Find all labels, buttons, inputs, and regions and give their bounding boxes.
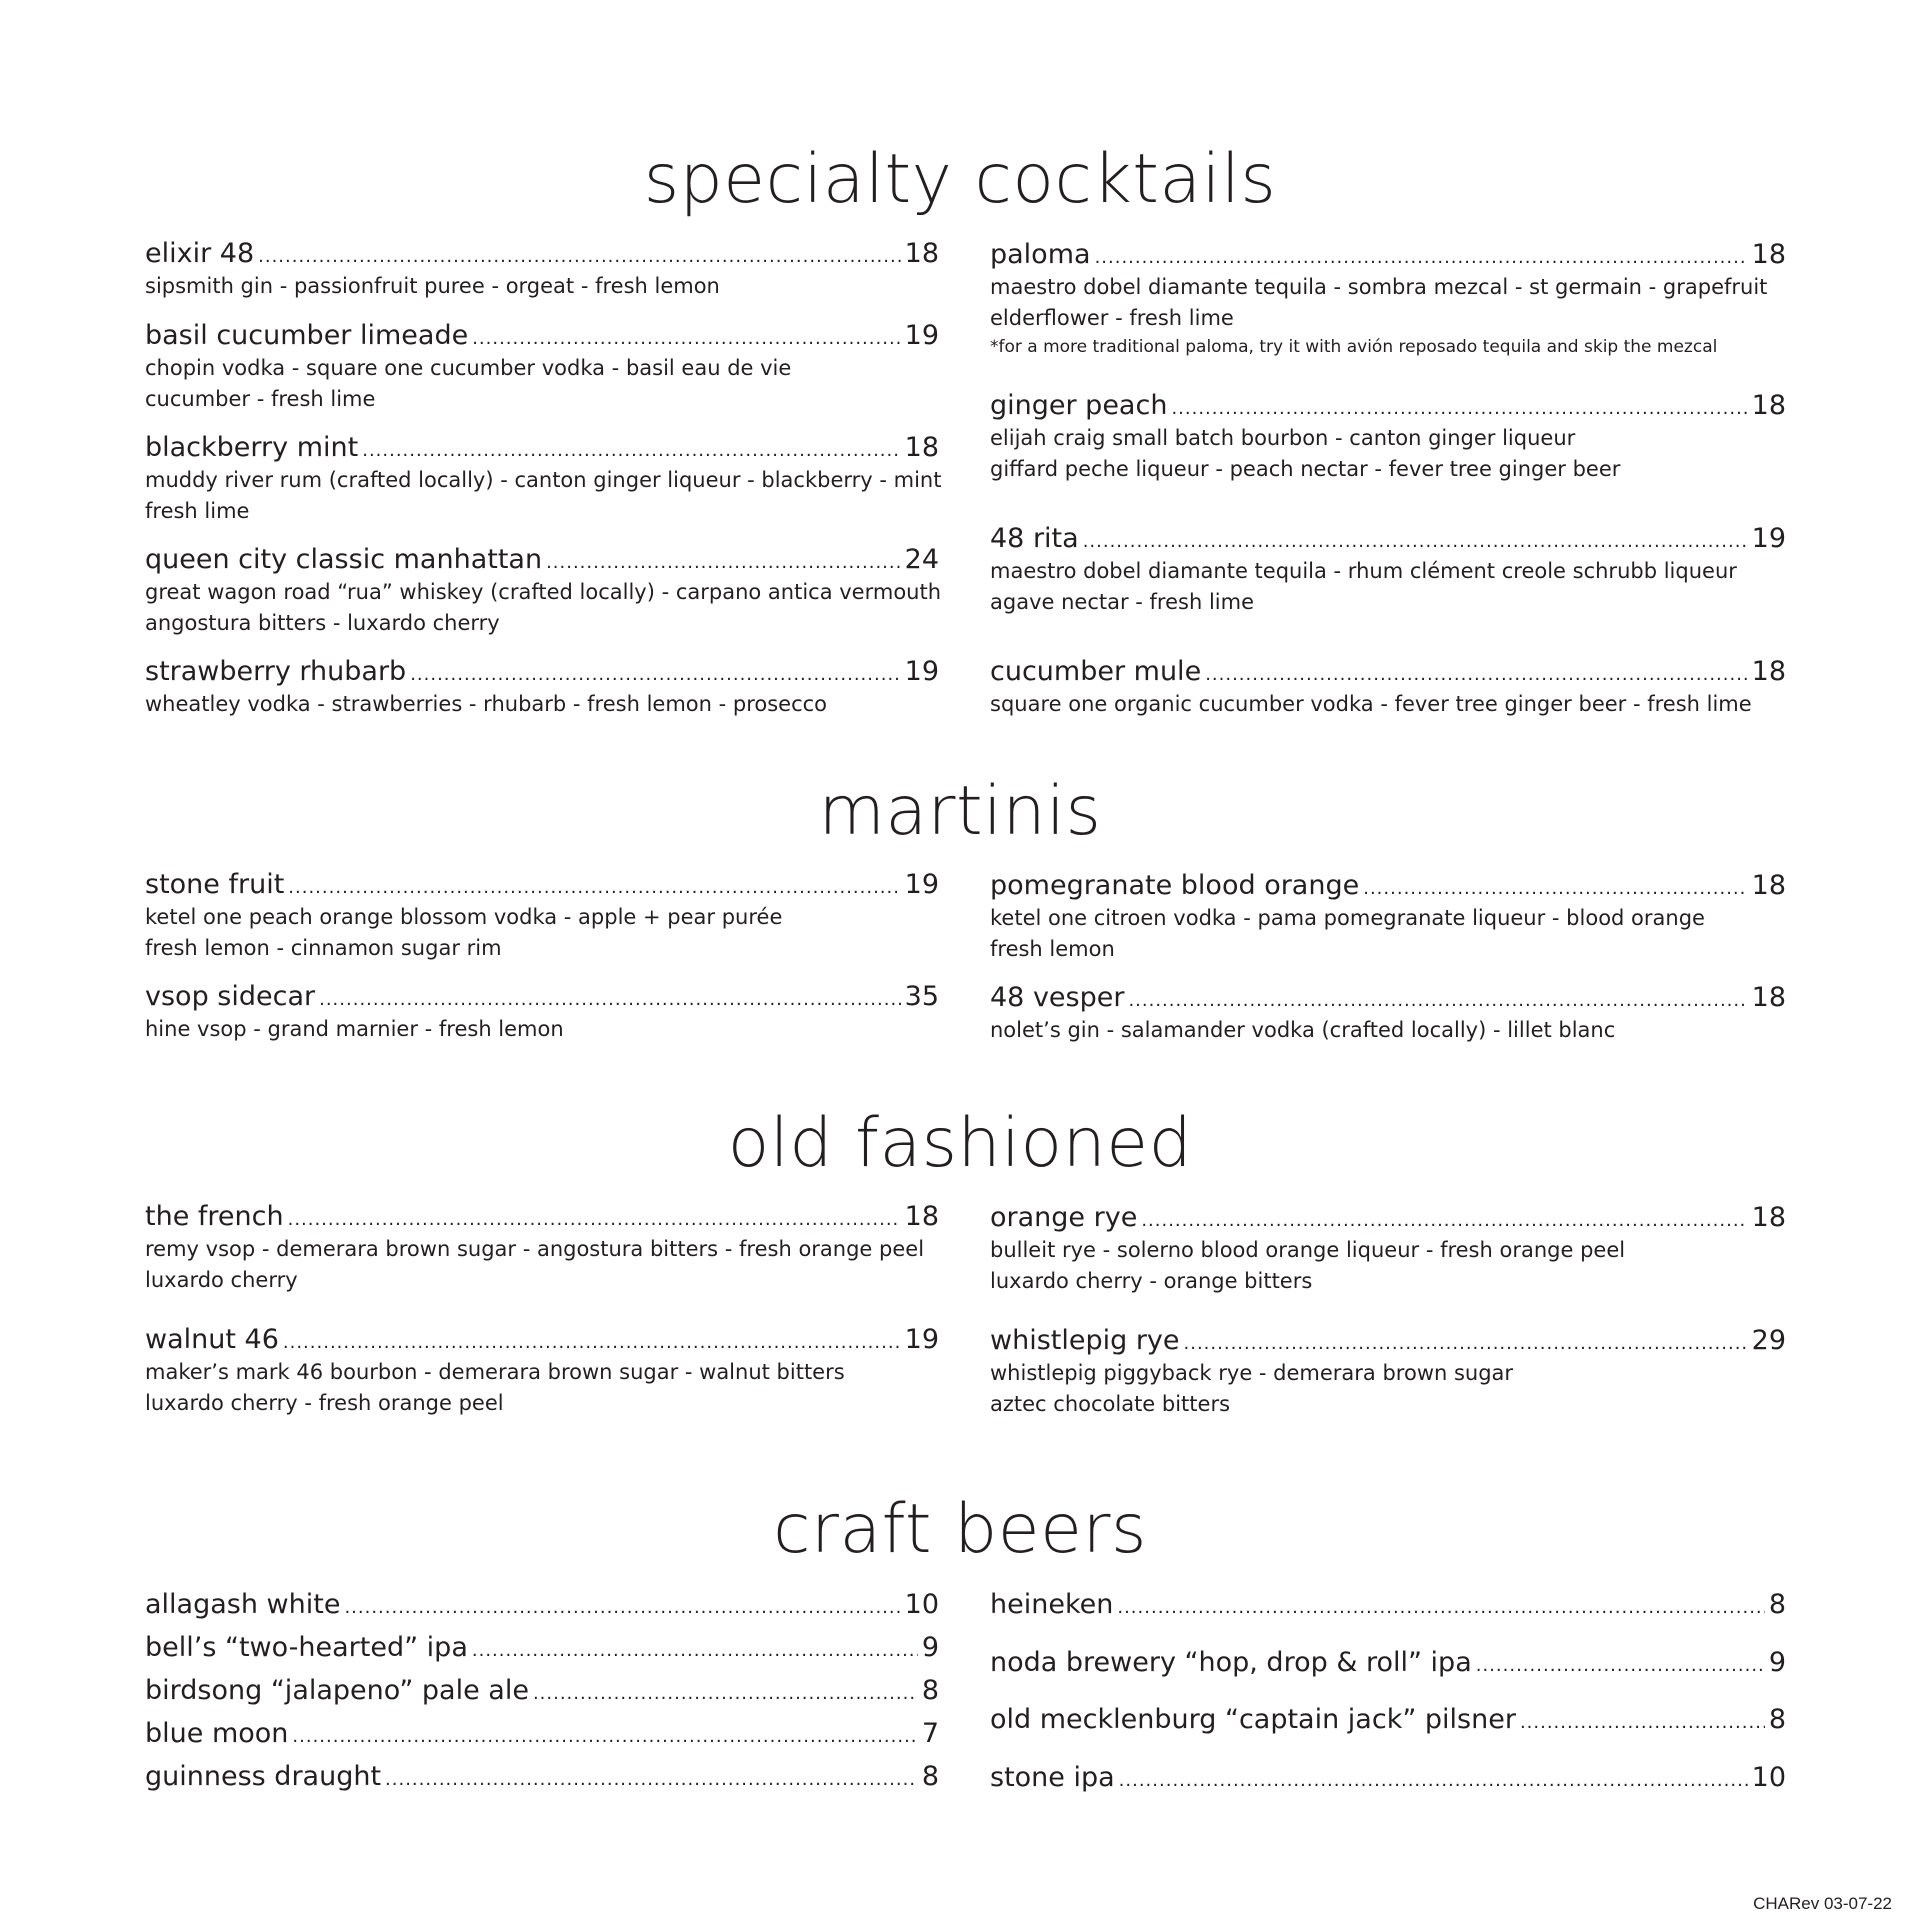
item-description: ketel one peach orange blossom vodka - apple + pear purée <box>145 905 783 929</box>
item-name: walnut 46 <box>145 1324 279 1355</box>
item-price: 19 <box>904 869 939 900</box>
item-price: 24 <box>904 544 939 575</box>
item-description: aztec chocolate bitters <box>990 1392 1231 1416</box>
menu-item-cucumber-mule <box>990 655 1786 720</box>
item-description: agave nectar - fresh lime <box>990 590 1254 614</box>
item-price: 29 <box>1751 1325 1786 1356</box>
dot-leader <box>1083 525 1748 559</box>
item-name: paloma <box>990 239 1091 270</box>
dot-leader <box>288 871 900 905</box>
item-price: 18 <box>1751 1202 1786 1233</box>
item-name: queen city classic manhattan <box>145 544 543 575</box>
item-price: 18 <box>904 1201 939 1232</box>
item-description: sipsmith gin - passionfruit puree - orgeat - fresh lemon <box>145 274 720 298</box>
menu-item-stone-fruit <box>145 868 939 964</box>
section-title-martinis: martinis <box>818 772 1102 851</box>
dot-leader <box>1141 1204 1747 1238</box>
section-title-specialty-cocktails: specialty cocktails <box>643 140 1277 219</box>
section-title-craft-beers: craft beers <box>773 1490 1147 1569</box>
item-name: 48 rita <box>990 523 1079 554</box>
item-description: remy vsop - demerara brown sugar - angostura bitters - fresh orange peel <box>145 1237 925 1261</box>
menu-item-paloma <box>990 238 1786 360</box>
dot-leader <box>1095 241 1748 275</box>
menu-item-strawberry-rhubarb <box>145 655 939 720</box>
item-description: ketel one citroen vodka - pama pomegranate liqueur - blood orange <box>990 906 1705 930</box>
item-price: 35 <box>904 981 939 1012</box>
item-note: *for a more traditional paloma, try it with avión reposado tequila and skip the mezcal <box>990 337 1718 357</box>
item-price: 10 <box>904 1589 939 1620</box>
item-name: guinness draught <box>145 1761 382 1792</box>
dot-leader <box>1171 392 1747 426</box>
item-description: giffard peche liqueur - peach nectar - fever tree ginger beer <box>990 457 1621 481</box>
item-name: blue moon <box>145 1718 289 1749</box>
item-description: maestro dobel diamante tequila - rhum clément creole schrubb liqueur <box>990 559 1737 583</box>
item-name: stone ipa <box>990 1762 1115 1793</box>
item-name: blackberry mint <box>145 432 359 463</box>
menu-item-basil-cucumber-limeade <box>145 319 939 415</box>
dot-leader <box>362 434 900 468</box>
item-description: maestro dobel diamante tequila - sombra mezcal - st germain - grapefruit <box>990 275 1768 299</box>
item-name: birdsong “jalapeno” pale ale <box>145 1675 529 1706</box>
dot-leader <box>1476 1649 1765 1683</box>
dot-leader <box>472 1634 918 1668</box>
dot-leader <box>472 322 900 356</box>
item-price: 18 <box>1751 982 1786 1013</box>
item-price: 18 <box>1751 239 1786 270</box>
revision-code: CHARev 03-07-22 <box>1753 1894 1892 1913</box>
section-title-old-fashioned: old fashioned <box>727 1104 1193 1183</box>
menu-item-elixir-48 <box>145 237 939 302</box>
item-name: heineken <box>990 1589 1114 1620</box>
dot-leader <box>1520 1706 1765 1740</box>
menu-item-48-rita <box>990 522 1786 618</box>
item-description: elderflower - fresh lime <box>990 306 1234 330</box>
item-price: 8 <box>1768 1589 1786 1620</box>
item-price: 18 <box>904 432 939 463</box>
dot-leader <box>344 1591 900 1625</box>
item-price: 7 <box>921 1718 939 1749</box>
beer-item-bells-two-hearted <box>145 1631 939 1665</box>
item-description: cucumber - fresh lime <box>145 387 376 411</box>
item-price: 9 <box>1768 1647 1786 1678</box>
dot-leader <box>533 1677 918 1711</box>
dot-leader <box>319 983 901 1017</box>
dot-leader <box>283 1326 901 1360</box>
menu-item-blackberry-mint <box>145 431 942 527</box>
item-description: luxardo cherry <box>145 1268 298 1292</box>
dot-leader <box>1117 1591 1764 1625</box>
dot-leader <box>546 546 901 580</box>
item-name: cucumber mule <box>990 656 1202 687</box>
item-name: the french <box>145 1201 284 1232</box>
item-description: chopin vodka - square one cucumber vodka - basil eau de vie <box>145 356 792 380</box>
beer-item-birdsong-jalapeno <box>145 1674 939 1708</box>
item-name: vsop sidecar <box>145 981 316 1012</box>
dot-leader <box>288 1203 901 1237</box>
item-description: muddy river rum (crafted locally) - canton ginger liqueur - blackberry - mint <box>145 468 942 492</box>
item-description: fresh lime <box>145 499 250 523</box>
item-price: 19 <box>904 1324 939 1355</box>
menu-item-whistlepig-rye <box>990 1324 1786 1420</box>
item-name: elixir 48 <box>145 238 255 269</box>
menu-item-48-vesper <box>990 981 1786 1046</box>
item-description: square one organic cucumber vodka - fever tree ginger beer - fresh lime <box>990 692 1752 716</box>
beer-item-allagash-white <box>145 1588 939 1622</box>
item-name: whistlepig rye <box>990 1325 1180 1356</box>
item-description: wheatley vodka - strawberries - rhubarb - fresh lemon - prosecco <box>145 692 828 716</box>
item-name: old mecklenburg “captain jack” pilsner <box>990 1704 1516 1735</box>
menu-item-orange-rye <box>990 1201 1786 1297</box>
item-price: 18 <box>1751 870 1786 901</box>
beer-item-stone-ipa <box>990 1761 1786 1795</box>
beer-item-heineken <box>990 1588 1786 1622</box>
item-price: 19 <box>1751 523 1786 554</box>
menu-item-ginger-peach <box>990 389 1786 485</box>
item-description: hine vsop - grand marnier - fresh lemon <box>145 1017 564 1041</box>
menu-item-the-french <box>145 1200 939 1296</box>
item-name: strawberry rhubarb <box>145 656 407 687</box>
item-name: noda brewery “hop, drop & roll” ipa <box>990 1647 1472 1678</box>
item-description: fresh lemon - cinnamon sugar rim <box>145 936 502 960</box>
dot-leader <box>385 1763 918 1797</box>
item-description: fresh lemon <box>990 937 1115 961</box>
dot-leader <box>1184 1327 1748 1361</box>
item-price: 8 <box>1768 1704 1786 1735</box>
item-description: luxardo cherry - fresh orange peel <box>145 1391 504 1415</box>
item-description: maker’s mark 46 bourbon - demerara brown sugar - walnut bitters <box>145 1360 845 1384</box>
dot-leader <box>410 658 900 692</box>
dot-leader <box>1119 1764 1748 1798</box>
item-description: elijah craig small batch bourbon - canton ginger liqueur <box>990 426 1576 450</box>
menu-item-walnut-46 <box>145 1323 939 1419</box>
beer-item-noda-hop-drop-roll <box>990 1646 1786 1680</box>
item-description: luxardo cherry - orange bitters <box>990 1269 1313 1293</box>
item-price: 10 <box>1751 1762 1786 1793</box>
dot-leader <box>1205 658 1747 692</box>
item-name: pomegranate blood orange <box>990 870 1360 901</box>
item-name: ginger peach <box>990 390 1168 421</box>
item-price: 18 <box>1751 656 1786 687</box>
dot-leader <box>1363 872 1747 906</box>
item-price: 19 <box>904 656 939 687</box>
item-description: nolet’s gin - salamander vodka (crafted locally) - lillet blanc <box>990 1018 1616 1042</box>
menu-item-pomegranate-blood-orange <box>990 869 1786 965</box>
beer-item-old-mecklenburg-captain-jack <box>990 1703 1786 1737</box>
dot-leader <box>292 1720 917 1754</box>
item-description: angostura bitters - luxardo cherry <box>145 611 500 635</box>
beer-item-blue-moon <box>145 1717 939 1751</box>
dot-leader <box>1128 984 1747 1018</box>
menu-item-queen-city-classic-manhattan <box>145 543 942 639</box>
item-price: 8 <box>921 1761 939 1792</box>
item-price: 18 <box>1751 390 1786 421</box>
item-price: 9 <box>921 1632 939 1663</box>
item-name: orange rye <box>990 1202 1138 1233</box>
beer-item-guinness-draught <box>145 1760 939 1794</box>
item-name: stone fruit <box>145 869 285 900</box>
item-description: bulleit rye - solerno blood orange liqueur - fresh orange peel <box>990 1238 1626 1262</box>
item-price: 19 <box>904 320 939 351</box>
item-name: allagash white <box>145 1589 341 1620</box>
item-price: 8 <box>921 1675 939 1706</box>
item-description: whistlepig piggyback rye - demerara brown sugar <box>990 1361 1514 1385</box>
menu-item-vsop-sidecar <box>145 980 939 1045</box>
item-name: bell’s “two-hearted” ipa <box>145 1632 468 1663</box>
item-price: 18 <box>904 238 939 269</box>
item-name: 48 vesper <box>990 982 1125 1013</box>
dot-leader <box>258 240 901 274</box>
item-description: great wagon road “rua” whiskey (crafted locally) - carpano antica vermouth <box>145 580 942 604</box>
item-name: basil cucumber limeade <box>145 320 469 351</box>
